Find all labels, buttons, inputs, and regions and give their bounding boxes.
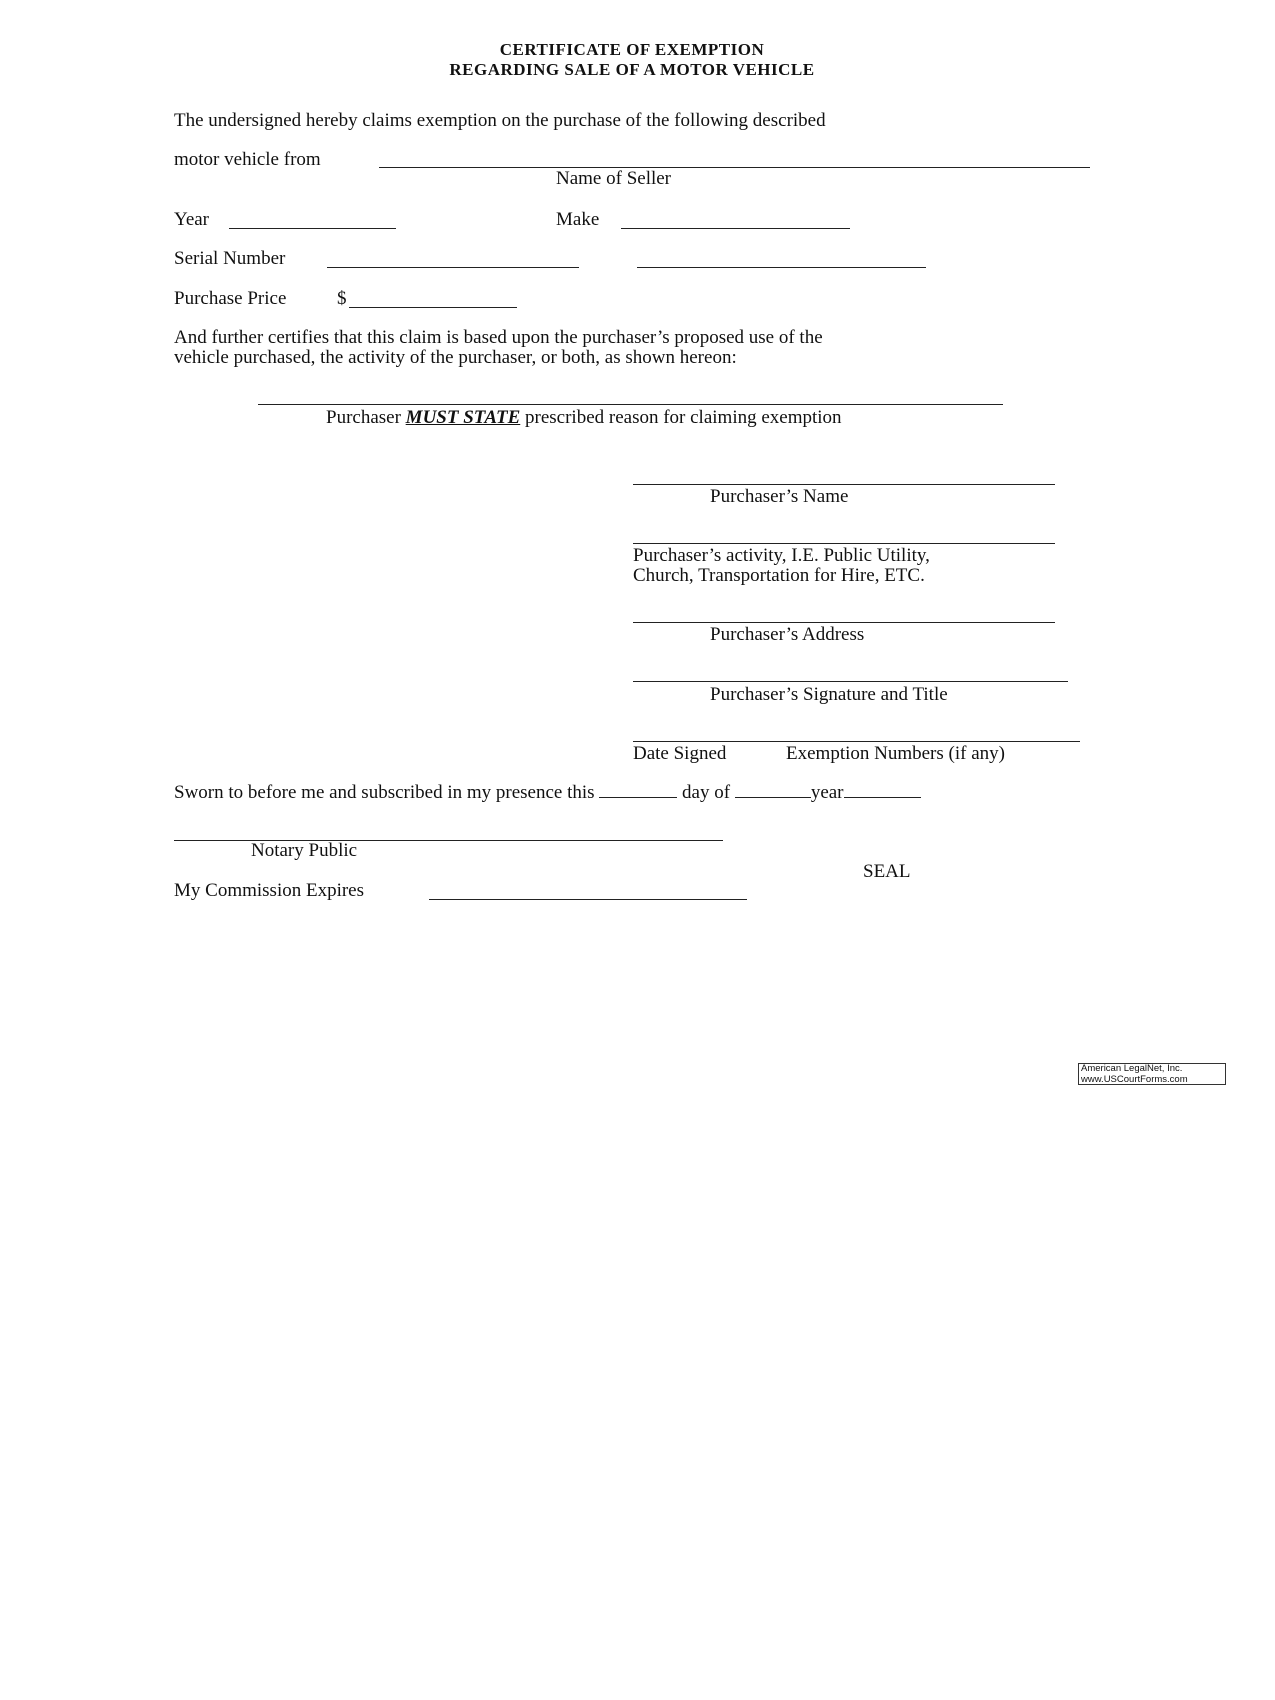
form-title-line2: REGARDING SALE OF A MOTOR VEHICLE [449, 60, 815, 79]
commission-expires-field[interactable] [429, 899, 747, 900]
purchase-price-field[interactable] [349, 307, 517, 308]
make-label: Make [556, 209, 600, 230]
certify-text-line1: And further certifies that this claim is based upon the purchaser’s proposed use of the [174, 327, 823, 348]
month-field[interactable] [735, 781, 811, 798]
intro-text-line2: motor vehicle from [174, 149, 321, 170]
notary-year-field[interactable] [844, 781, 921, 798]
notary-public-caption: Notary Public [251, 840, 358, 861]
reason-suffix: prescribed reason for claiming exemption [525, 407, 842, 428]
serial-number-field-2[interactable] [637, 267, 926, 268]
intro-text-line1: The undersigned hereby claims exemption on the purchase of the following described [174, 110, 826, 131]
publisher-name: American LegalNet, Inc. [1081, 1063, 1183, 1074]
purchaser-name-caption: Purchaser’s Name [710, 486, 849, 507]
exemption-reason-caption [326, 407, 842, 429]
purchaser-signature-field[interactable] [633, 681, 1068, 682]
reason-prefix: Purchaser [326, 407, 401, 428]
purchaser-activity-caption-line2: Church, Transportation for Hire, ETC. [633, 565, 925, 586]
currency-symbol: $ [337, 288, 347, 309]
seller-name-field[interactable] [379, 167, 1090, 168]
certify-text-line2: vehicle purchased, the activity of the purchaser, or both, as shown hereon: [174, 347, 737, 368]
day-of-text: day of [682, 782, 731, 803]
publisher-url: www.USCourtForms.com [1081, 1073, 1188, 1085]
publisher-badge [1078, 1063, 1226, 1085]
make-field[interactable] [621, 228, 850, 229]
sworn-text: Sworn to before me and subscribed in my presence this [174, 782, 595, 803]
purchaser-activity-field[interactable] [633, 543, 1055, 544]
form-title-line1: CERTIFICATE OF EXEMPTION [499, 40, 765, 59]
purchaser-name-field[interactable] [633, 484, 1055, 485]
year-field[interactable] [229, 228, 396, 229]
commission-expires-label: My Commission Expires [174, 880, 365, 901]
seal-label: SEAL [863, 861, 911, 882]
sworn-statement [174, 781, 921, 804]
reason-emphasis: MUST STATE [405, 407, 521, 428]
date-signed-caption: Date Signed [633, 743, 727, 764]
day-field[interactable] [599, 781, 677, 798]
year-text: year [810, 782, 844, 803]
purchaser-activity-caption-line1: Purchaser’s activity, I.E. Public Utility, [633, 545, 930, 566]
date-exemption-field[interactable] [633, 741, 1080, 742]
purchaser-signature-caption: Purchaser’s Signature and Title [710, 684, 948, 705]
exemption-numbers-caption: Exemption Numbers (if any) [786, 743, 1005, 764]
serial-number-label: Serial Number [174, 248, 286, 269]
exemption-reason-field[interactable] [258, 404, 1003, 405]
purchaser-address-field[interactable] [633, 622, 1055, 623]
seller-name-caption: Name of Seller [556, 168, 672, 189]
purchaser-address-caption: Purchaser’s Address [710, 624, 865, 645]
serial-number-field[interactable] [327, 267, 579, 268]
year-label: Year [174, 209, 210, 230]
purchase-price-label: Purchase Price [174, 288, 287, 309]
